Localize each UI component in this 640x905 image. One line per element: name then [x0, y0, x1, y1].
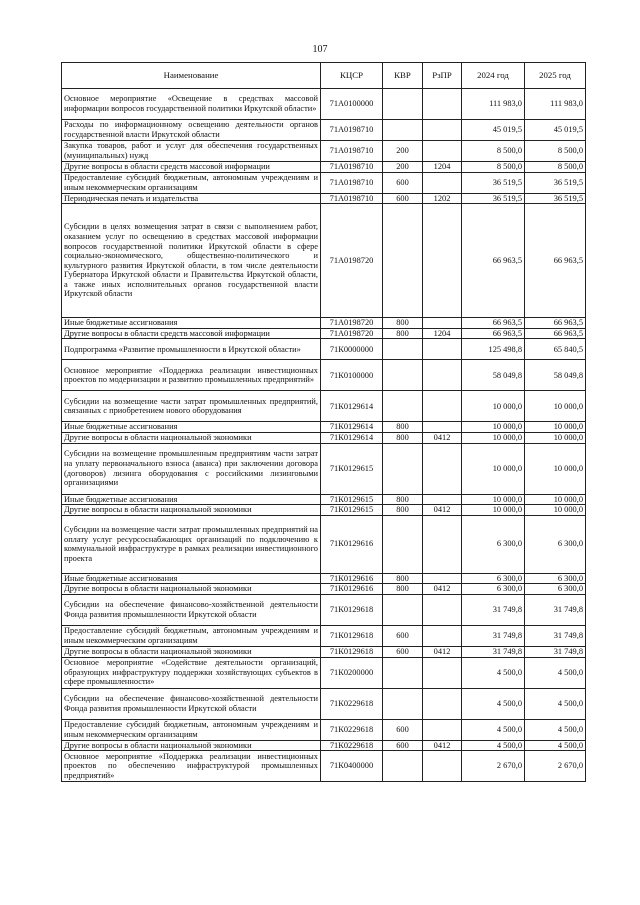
- cell-rzpr: 0412: [423, 584, 462, 595]
- cell-name: Предоставление субсидий бюджетным, автономным учреждениям и иным некоммерческим организациям: [62, 172, 321, 193]
- cell-2024: 31 749,8: [462, 594, 525, 625]
- table-row: [62, 120, 586, 141]
- cell-rzpr: [423, 318, 462, 329]
- cell-rzpr: [423, 141, 462, 162]
- table-row: [62, 328, 586, 339]
- table-row: [62, 515, 586, 573]
- cell-name: Основное мероприятие «Освещение в средствах массовой информации вопросов государственной политики Иркутской области»: [62, 89, 321, 120]
- cell-name: Предоставление субсидий бюджетным, автономным учреждениям и иным некоммерческим организациям: [62, 625, 321, 646]
- cell-rzpr: [423, 120, 462, 141]
- cell-name: Расходы по информационному освещению деятельности органов государственной власти Иркутской области: [62, 120, 321, 141]
- table-row: [62, 172, 586, 193]
- cell-name: Основное мероприятие «Поддержка реализации инвестиционных проектов по обеспечению инфраструктурой промышленных предприятий»: [62, 751, 321, 782]
- header-rzpr: РзПР: [423, 63, 462, 89]
- cell-kcsr: 71А0198710: [321, 141, 383, 162]
- cell-2025: 4 500,0: [525, 688, 586, 719]
- cell-kvr: [383, 391, 423, 422]
- cell-kvr: [383, 657, 423, 688]
- cell-2024: 10 000,0: [462, 494, 525, 505]
- table-row: [62, 422, 586, 433]
- cell-kcsr: 71К0129618: [321, 625, 383, 646]
- cell-2024: 45 019,5: [462, 120, 525, 141]
- cell-name: Другие вопросы в области средств массовой информации: [62, 162, 321, 173]
- table-row: [62, 443, 586, 494]
- cell-2025: 36 519,5: [525, 172, 586, 193]
- cell-rzpr: [423, 625, 462, 646]
- cell-2024: 10 000,0: [462, 443, 525, 494]
- table-row: [62, 646, 586, 657]
- table-row: [62, 193, 586, 204]
- cell-2024: 66 963,5: [462, 328, 525, 339]
- cell-rzpr: [423, 391, 462, 422]
- table-row: [62, 573, 586, 584]
- cell-2025: 31 749,8: [525, 646, 586, 657]
- cell-kcsr: 71А0198710: [321, 172, 383, 193]
- cell-rzpr: 1204: [423, 162, 462, 173]
- cell-name: Другие вопросы в области национальной экономики: [62, 505, 321, 516]
- cell-kcsr: 71К0229618: [321, 719, 383, 740]
- cell-name: Другие вопросы в области национальной экономики: [62, 740, 321, 751]
- cell-rzpr: [423, 494, 462, 505]
- cell-kvr: 600: [383, 172, 423, 193]
- cell-2024: 6 300,0: [462, 573, 525, 584]
- cell-2024: 58 049,8: [462, 360, 525, 391]
- cell-rzpr: 1202: [423, 193, 462, 204]
- cell-2025: 10 000,0: [525, 494, 586, 505]
- cell-rzpr: [423, 89, 462, 120]
- cell-kcsr: 71К0229618: [321, 740, 383, 751]
- cell-2024: 66 963,5: [462, 318, 525, 329]
- cell-kvr: [383, 515, 423, 573]
- cell-kvr: 800: [383, 505, 423, 516]
- cell-kvr: 800: [383, 432, 423, 443]
- cell-rzpr: [423, 751, 462, 782]
- cell-rzpr: [423, 204, 462, 318]
- cell-kcsr: 71К0129616: [321, 573, 383, 584]
- cell-kcsr: 71К0129618: [321, 594, 383, 625]
- cell-kcsr: 71К0129616: [321, 515, 383, 573]
- cell-2024: 4 500,0: [462, 719, 525, 740]
- cell-kvr: 800: [383, 422, 423, 433]
- cell-2024: 10 000,0: [462, 432, 525, 443]
- cell-2025: 6 300,0: [525, 573, 586, 584]
- table-row: [62, 740, 586, 751]
- cell-kcsr: 71К0400000: [321, 751, 383, 782]
- cell-2024: 4 500,0: [462, 688, 525, 719]
- cell-2025: 8 500,0: [525, 162, 586, 173]
- cell-name: Подпрограмма «Развитие промышленности в Иркутской области»: [62, 339, 321, 360]
- cell-2025: 6 300,0: [525, 515, 586, 573]
- cell-2025: 31 749,8: [525, 594, 586, 625]
- table-row: [62, 584, 586, 595]
- cell-name: Основное мероприятие «Поддержка реализации инвестиционных проектов по модернизации и развитию промышленных предприятий»: [62, 360, 321, 391]
- cell-kcsr: 71А0198710: [321, 162, 383, 173]
- cell-2024: 10 000,0: [462, 505, 525, 516]
- table-row: [62, 751, 586, 782]
- cell-name: Иные бюджетные ассигнования: [62, 494, 321, 505]
- cell-kcsr: 71А0198710: [321, 120, 383, 141]
- cell-kvr: 600: [383, 193, 423, 204]
- cell-2025: 4 500,0: [525, 740, 586, 751]
- cell-kcsr: 71К0129614: [321, 422, 383, 433]
- table-row: [62, 391, 586, 422]
- cell-2024: 8 500,0: [462, 141, 525, 162]
- cell-rzpr: 0412: [423, 740, 462, 751]
- cell-name: Субсидии на обеспечение финансово-хозяйственной деятельности Фонда развития промышленности Иркутской области: [62, 594, 321, 625]
- cell-kvr: [383, 594, 423, 625]
- cell-2024: 8 500,0: [462, 162, 525, 173]
- cell-rzpr: [423, 443, 462, 494]
- cell-2025: 10 000,0: [525, 391, 586, 422]
- cell-kvr: 600: [383, 719, 423, 740]
- cell-2024: 4 500,0: [462, 740, 525, 751]
- cell-2025: 6 300,0: [525, 584, 586, 595]
- cell-name: Другие вопросы в области национальной экономики: [62, 584, 321, 595]
- cell-2025: 58 049,8: [525, 360, 586, 391]
- table-row: [62, 505, 586, 516]
- header-2025: 2025 год: [525, 63, 586, 89]
- table-row: [62, 360, 586, 391]
- cell-2025: 65 840,5: [525, 339, 586, 360]
- cell-kvr: 800: [383, 573, 423, 584]
- cell-2024: 10 000,0: [462, 391, 525, 422]
- cell-2025: 31 749,8: [525, 625, 586, 646]
- cell-2025: 66 963,5: [525, 318, 586, 329]
- cell-name: Периодическая печать и издательства: [62, 193, 321, 204]
- cell-2024: 66 963,5: [462, 204, 525, 318]
- cell-2025: 10 000,0: [525, 432, 586, 443]
- cell-rzpr: [423, 573, 462, 584]
- cell-rzpr: [423, 515, 462, 573]
- table-header-row: [62, 63, 586, 89]
- cell-kvr: 800: [383, 494, 423, 505]
- cell-2024: 111 983,0: [462, 89, 525, 120]
- cell-kvr: [383, 120, 423, 141]
- cell-kvr: [383, 443, 423, 494]
- cell-kvr: [383, 339, 423, 360]
- cell-kcsr: 71К0129616: [321, 584, 383, 595]
- cell-name: Иные бюджетные ассигнования: [62, 573, 321, 584]
- cell-kcsr: 71А0100000: [321, 89, 383, 120]
- cell-kvr: 800: [383, 328, 423, 339]
- cell-rzpr: 1204: [423, 328, 462, 339]
- table-row: [62, 432, 586, 443]
- header-2024: 2024 год: [462, 63, 525, 89]
- cell-rzpr: [423, 688, 462, 719]
- cell-rzpr: [423, 339, 462, 360]
- table-row: [62, 162, 586, 173]
- cell-kcsr: 71К0129615: [321, 494, 383, 505]
- cell-kvr: 800: [383, 584, 423, 595]
- table-row: [62, 719, 586, 740]
- cell-2024: 31 749,8: [462, 646, 525, 657]
- cell-rzpr: [423, 360, 462, 391]
- cell-name: Основное мероприятие «Содействие деятельности организаций, образующих инфраструктуру поддержки хозяйствующих субъектов в сфере промышленности»: [62, 657, 321, 688]
- cell-name: Иные бюджетные ассигнования: [62, 318, 321, 329]
- cell-2025: 66 963,5: [525, 328, 586, 339]
- cell-2024: 4 500,0: [462, 657, 525, 688]
- cell-name: Другие вопросы в области средств массовой информации: [62, 328, 321, 339]
- cell-kcsr: 71К0129615: [321, 443, 383, 494]
- cell-2025: 8 500,0: [525, 141, 586, 162]
- cell-kvr: 600: [383, 740, 423, 751]
- header-kcsr: КЦСР: [321, 63, 383, 89]
- cell-rzpr: [423, 657, 462, 688]
- cell-name: Предоставление субсидий бюджетным, автономным учреждениям и иным некоммерческим организациям: [62, 719, 321, 740]
- cell-rzpr: 0412: [423, 432, 462, 443]
- header-kvr: КВР: [383, 63, 423, 89]
- cell-2024: 6 300,0: [462, 584, 525, 595]
- cell-name: Другие вопросы в области национальной экономики: [62, 646, 321, 657]
- cell-2024: 2 670,0: [462, 751, 525, 782]
- cell-kvr: [383, 360, 423, 391]
- cell-name: Закупка товаров, работ и услуг для обеспечения государственных (муниципальных) нужд: [62, 141, 321, 162]
- cell-kvr: [383, 89, 423, 120]
- cell-2025: 66 963,5: [525, 204, 586, 318]
- cell-2024: 36 519,5: [462, 193, 525, 204]
- table-row: [62, 494, 586, 505]
- cell-2024: 125 498,8: [462, 339, 525, 360]
- cell-kcsr: 71А0198710: [321, 193, 383, 204]
- cell-rzpr: 0412: [423, 505, 462, 516]
- cell-rzpr: [423, 422, 462, 433]
- cell-kvr: [383, 688, 423, 719]
- cell-kcsr: 71А0198720: [321, 328, 383, 339]
- table-row: [62, 339, 586, 360]
- budget-table: [61, 62, 586, 782]
- cell-kcsr: 71К0129615: [321, 505, 383, 516]
- cell-kvr: 200: [383, 162, 423, 173]
- table-row: [62, 89, 586, 120]
- cell-2025: 10 000,0: [525, 422, 586, 433]
- cell-2025: 2 670,0: [525, 751, 586, 782]
- table-row: [62, 318, 586, 329]
- cell-kvr: 200: [383, 141, 423, 162]
- header-name: Наименование: [62, 63, 321, 89]
- table-row: [62, 141, 586, 162]
- cell-kcsr: 71К0129614: [321, 432, 383, 443]
- cell-kcsr: 71А0198720: [321, 204, 383, 318]
- cell-rzpr: [423, 172, 462, 193]
- cell-kcsr: 71К0129618: [321, 646, 383, 657]
- cell-kvr: 600: [383, 625, 423, 646]
- table-row: [62, 625, 586, 646]
- cell-name: Другие вопросы в области национальной экономики: [62, 432, 321, 443]
- cell-rzpr: [423, 719, 462, 740]
- table-row: [62, 204, 586, 318]
- cell-kvr: [383, 751, 423, 782]
- cell-kcsr: 71К0000000: [321, 339, 383, 360]
- table-row: [62, 688, 586, 719]
- cell-2024: 6 300,0: [462, 515, 525, 573]
- table-row: [62, 594, 586, 625]
- cell-name: Субсидии на возмещение части затрат промышленных предприятий, связанных с приобретением нового оборудования: [62, 391, 321, 422]
- cell-kvr: [383, 204, 423, 318]
- cell-kvr: 800: [383, 318, 423, 329]
- cell-2024: 36 519,5: [462, 172, 525, 193]
- cell-kcsr: 71К0229618: [321, 688, 383, 719]
- cell-kcsr: 71К0129614: [321, 391, 383, 422]
- cell-kvr: 600: [383, 646, 423, 657]
- cell-2024: 10 000,0: [462, 422, 525, 433]
- cell-2025: 111 983,0: [525, 89, 586, 120]
- cell-2025: 10 000,0: [525, 505, 586, 516]
- cell-kcsr: 71К0100000: [321, 360, 383, 391]
- cell-rzpr: 0412: [423, 646, 462, 657]
- page-number: 107: [312, 44, 328, 55]
- cell-name: Субсидии на возмещение части затрат промышленных предприятий на оплату услуг ресурсоснабжающих организаций по подключению к коммунальной инфраструктуре в рамках реализации инвестиционного проекта: [62, 515, 321, 573]
- cell-kcsr: 71К0200000: [321, 657, 383, 688]
- cell-2025: 10 000,0: [525, 443, 586, 494]
- cell-2025: 4 500,0: [525, 657, 586, 688]
- cell-2025: 45 019,5: [525, 120, 586, 141]
- cell-2024: 31 749,8: [462, 625, 525, 646]
- cell-name: Иные бюджетные ассигнования: [62, 422, 321, 433]
- cell-kcsr: 71А0198720: [321, 318, 383, 329]
- cell-name: Субсидии в целях возмещения затрат в связи с выполнением работ, оказанием услуг по освещению в средствах массовой информации вопросов государственной политики Иркутской области в сфере социально-экономического, общественно-политического и культурного развития Иркутской области, в том числе деятельности Губернатора Иркутской области и Правительства Иркутской области, а также иных исполнительных органов государственной власти Иркутской области: [62, 204, 321, 318]
- cell-name: Субсидии на возмещение промышленным предприятиям части затрат на уплату первоначального взноса (аванса) при заключении договора (договоров) лизинга оборудования с российскими лизинговыми организациями: [62, 443, 321, 494]
- cell-2025: 4 500,0: [525, 719, 586, 740]
- table-row: [62, 657, 586, 688]
- cell-rzpr: [423, 594, 462, 625]
- cell-2025: 36 519,5: [525, 193, 586, 204]
- cell-name: Субсидии на обеспечение финансово-хозяйственной деятельности Фонда развития промышленности Иркутской области: [62, 688, 321, 719]
